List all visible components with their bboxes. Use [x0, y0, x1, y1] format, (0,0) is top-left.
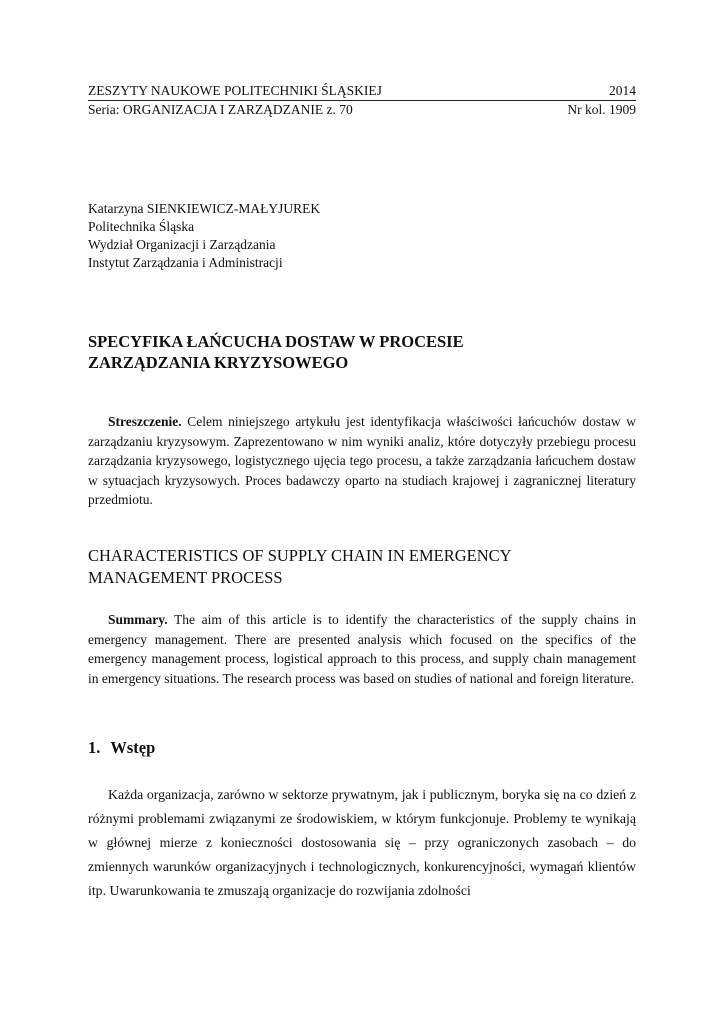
title-en-line-1: CHARACTERISTICS OF SUPPLY CHAIN IN EMERGENCY [88, 546, 512, 565]
author-faculty: Wydział Organizacji i Zarządzania [88, 237, 276, 252]
abstract-en-lead: Summary. [108, 612, 168, 627]
abstract-english [88, 610, 636, 688]
author-institute: Instytut Zarządzania i Administracji [88, 255, 283, 270]
journal-number: Nr kol. 1909 [567, 102, 636, 117]
author-university: Politechnika Śląska [88, 219, 195, 234]
section-1-paragraph: Każda organizacja, zarówno w sektorze prywatnym, jak i publicznym, boryka się na co dzień z różnymi problemami związanymi ze środowiskiem, w którym funkcjonuje. Problemy te wynikają w głównej mierze z konieczności dostosowania się – przy ograniczonych zasobach – do zmiennych warunków organizacyjnych i technologicznych, konkurencyjności, wymagań klientów itp. Uwarunkowania te zmuszają organizacje do rozwijania zdolności [88, 787, 636, 898]
journal-name: ZESZYTY NAUKOWE POLITECHNIKI ŚLĄSKIEJ [88, 83, 382, 98]
title-en-line-2: MANAGEMENT PROCESS [88, 568, 283, 587]
author-block [88, 200, 636, 272]
author-name: Katarzyna SIENKIEWICZ-MAŁYJUREK [88, 201, 321, 216]
abstract-polish [88, 412, 636, 510]
journal-year: 2014 [609, 83, 636, 98]
abstract-pl-text: Celem niniejszego artykułu jest identyfikacja właściwości łańcuchów dostaw w zarządzaniu kryzysowym. Zaprezentowano w nim wyniki analiz, które dotyczyły przebiegu procesu zarządzania kryzysowego, logistycznego ujęcia tego procesu, a także zarządzania łańcuchem dostaw w sytuacjach kryzysowych. Proces badawczy oparto na studiach krajowej i zagranicznej literatury przedmiotu. [88, 414, 636, 507]
title-pl-line-2: ZARZĄDZANIA KRYZYSOWEGO [88, 353, 349, 372]
abstract-en-text: The aim of this article is to identify the characteristics of the supply chains in emergency management. There are presented analysis which focused on the specifics of the emergency management process, logistical approach to this process, and supply chain management in emergency situations. The research process was based on studies of national and foreign literature. [88, 612, 636, 686]
abstract-pl-lead: Streszczenie. [108, 414, 182, 429]
paper-title-polish [88, 331, 636, 373]
running-header-top [88, 83, 636, 101]
paper-title-english [88, 545, 636, 589]
journal-series: Seria: ORGANIZACJA I ZARZĄDZANIE z. 70 [88, 102, 353, 117]
section-number: 1. [88, 738, 101, 757]
section-title: Wstęp [110, 738, 156, 757]
section-heading-1 [88, 737, 155, 759]
running-header-bottom [88, 102, 636, 118]
paper-page [88, 0, 636, 1024]
title-pl-line-1: SPECYFIKA ŁAŃCUCHA DOSTAW W PROCESIE [88, 332, 464, 351]
